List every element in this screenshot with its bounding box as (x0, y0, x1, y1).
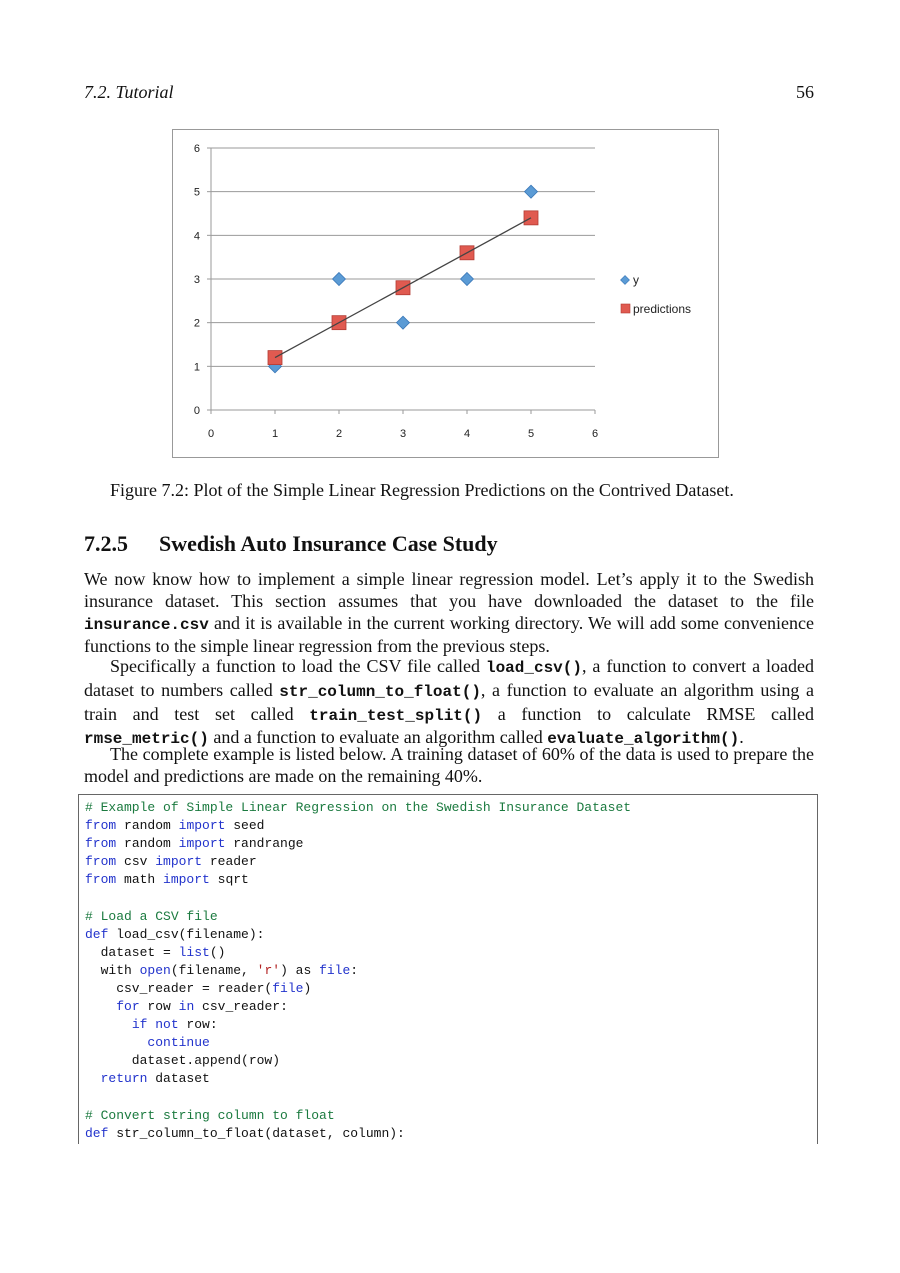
code-token-plain (85, 1017, 132, 1032)
code-line (85, 962, 817, 980)
code-token-keyword: open (139, 962, 171, 978)
page-number: 56 (796, 82, 814, 102)
scatter-chart (173, 130, 718, 457)
paragraph-intro (84, 569, 814, 658)
paragraph-text: and a function to evaluate an algorithm called (208, 727, 548, 748)
code-token-keyword: for (116, 999, 140, 1015)
y-tick-label: 3 (193, 274, 200, 286)
code-token-plain: csv_reader: (194, 999, 288, 1015)
y-point (461, 273, 474, 286)
figure-caption: Figure 7.2: Plot of the Simple Linear Regression Predictions on the Contrived Dataset. (110, 480, 734, 500)
y-point (333, 273, 346, 286)
code-line (85, 998, 817, 1016)
code-line (85, 835, 817, 853)
inline-code: rmse_metric() (84, 730, 209, 749)
code-token-comment: # Load a CSV file (85, 908, 218, 924)
code-token-plain: ) as (280, 962, 320, 978)
legend-label-y: y (633, 273, 639, 287)
code-line (85, 980, 817, 998)
code-token-plain: load_csv(filename): (108, 926, 265, 942)
code-token-keyword: list (178, 944, 210, 960)
code-listing (78, 794, 818, 1144)
code-token-plain: random (116, 836, 179, 852)
paragraph-text: a function to calculate RMSE called (482, 703, 814, 724)
code-line (85, 926, 817, 944)
code-token-plain (85, 1071, 101, 1086)
code-token-keyword: import (155, 854, 203, 870)
code-token-keyword: continue (147, 1035, 210, 1051)
x-tick-label: 0 (207, 428, 215, 440)
x-tick-label: 5 (527, 428, 535, 440)
code-lines (79, 795, 817, 1143)
code-line (85, 1070, 817, 1088)
paragraph-text: The complete example is listed below. A training dataset of 60% of the data is used to prepare the model and predictions are made on the remaining 40%. (84, 744, 814, 786)
code-token-plain: (filename, (170, 962, 257, 978)
x-tick-label: 3 (399, 428, 407, 440)
code-token-plain: row (139, 999, 179, 1015)
code-token-keyword: from (85, 836, 117, 852)
legend-diamond-icon (621, 276, 630, 285)
inline-code: load_csv() (485, 659, 582, 677)
running-header-section: 7.2. Tutorial (84, 82, 174, 102)
code-token-keyword: from (85, 872, 117, 888)
code-token-plain (85, 1035, 147, 1050)
paragraph-text: , a function to evaluate an algorithm using a train and test set called (84, 679, 815, 724)
paragraph-example (84, 744, 814, 788)
code-line (85, 1125, 817, 1143)
code-token-keyword: import (178, 818, 226, 834)
x-tick-label: 4 (463, 428, 471, 440)
code-token-plain: ) (303, 980, 312, 996)
prediction-line (275, 218, 531, 358)
x-tick-label: 6 (591, 428, 599, 440)
paragraph-functions (84, 656, 814, 751)
code-token-plain: dataset = (85, 944, 179, 960)
code-token-keyword: def (85, 926, 109, 942)
code-token-keyword: file (272, 980, 304, 996)
chart-figure (172, 129, 719, 458)
code-line (85, 1052, 817, 1070)
code-token-keyword: file (319, 962, 351, 978)
legend-square-icon (621, 304, 630, 313)
code-token-comment: # Convert string column to float (85, 1107, 335, 1123)
code-token-plain: randrange (225, 836, 304, 852)
code-line (85, 871, 817, 889)
code-token-comment: # Example of Simple Linear Regression on the Swedish Insurance Dataset (85, 800, 632, 815)
section-heading (84, 531, 498, 557)
y-point (397, 316, 410, 329)
code-token-plain: dataset.append(row) (85, 1053, 281, 1069)
y-tick-label: 4 (193, 230, 200, 243)
paragraph-text: and it is available in the current working directory. We will add some convenience functions to the simple linear regression from the previous steps. (84, 612, 814, 657)
code-line (85, 817, 817, 835)
legend-label-predictions: predictions (633, 302, 692, 316)
inline-code: evaluate_algorithm() (547, 730, 740, 749)
code-token-plain (85, 999, 116, 1014)
code-token-plain: row: (178, 1017, 218, 1033)
code-token-keyword: from (85, 818, 117, 834)
code-token-plain: seed (225, 818, 265, 834)
code-token-keyword: in (178, 999, 195, 1015)
code-token-keyword: def (85, 1125, 109, 1141)
code-token-keyword: from (85, 854, 117, 870)
y-point (525, 185, 538, 198)
code-line (85, 1089, 817, 1107)
code-line (85, 1034, 817, 1052)
code-token-string: 'r' (256, 962, 281, 978)
y-tick-label: 0 (193, 405, 200, 417)
code-token-keyword: import (163, 872, 210, 888)
inline-code: str_column_to_float() (279, 682, 481, 701)
inline-code: train_test_split() (309, 706, 483, 725)
x-tick-label: 1 (271, 428, 279, 440)
paragraph-text: Specifically a function to load the CSV file called (110, 656, 486, 676)
y-tick-label: 6 (193, 143, 200, 155)
code-token-keyword: return (100, 1071, 148, 1087)
y-tick-label: 1 (193, 361, 200, 374)
code-token-plain: () (209, 944, 226, 960)
code-token-plain: with (85, 962, 140, 978)
code-token-plain: : (350, 962, 359, 978)
code-token-plain: csv (116, 854, 156, 870)
code-line (85, 944, 817, 962)
code-token-keyword: if not (131, 1017, 179, 1033)
y-tick-label: 2 (193, 317, 200, 330)
x-tick-label: 2 (335, 428, 343, 440)
code-line (85, 1107, 817, 1125)
code-token-plain: math (116, 872, 164, 888)
code-line (85, 908, 817, 926)
code-line (85, 853, 817, 871)
code-token-plain: random (116, 818, 179, 834)
section-title: Swedish Auto Insurance Case Study (159, 531, 498, 556)
code-token-keyword: import (178, 836, 226, 852)
code-token-plain: sqrt (209, 872, 249, 888)
inline-code: insurance.csv (84, 615, 209, 634)
code-line (85, 1016, 817, 1034)
paragraph-text: . (739, 727, 744, 748)
code-token-plain: csv_reader = reader( (85, 980, 273, 996)
code-token-plain: dataset (147, 1071, 210, 1087)
code-token-plain: reader (202, 854, 257, 870)
paragraph-text: , a function to convert a loaded dataset to numbers called (84, 656, 814, 700)
code-line (85, 889, 817, 907)
y-tick-label: 5 (193, 186, 200, 199)
section-number: 7.2.5 (84, 531, 128, 556)
paragraph-text: We now know how to implement a simple linear regression model. Let’s apply it to the Swedish insurance dataset. This section assumes that you have downloaded the dataset to the file (84, 569, 814, 611)
code-line (85, 799, 817, 817)
code-token-plain: str_column_to_float(dataset, column): (108, 1125, 405, 1141)
